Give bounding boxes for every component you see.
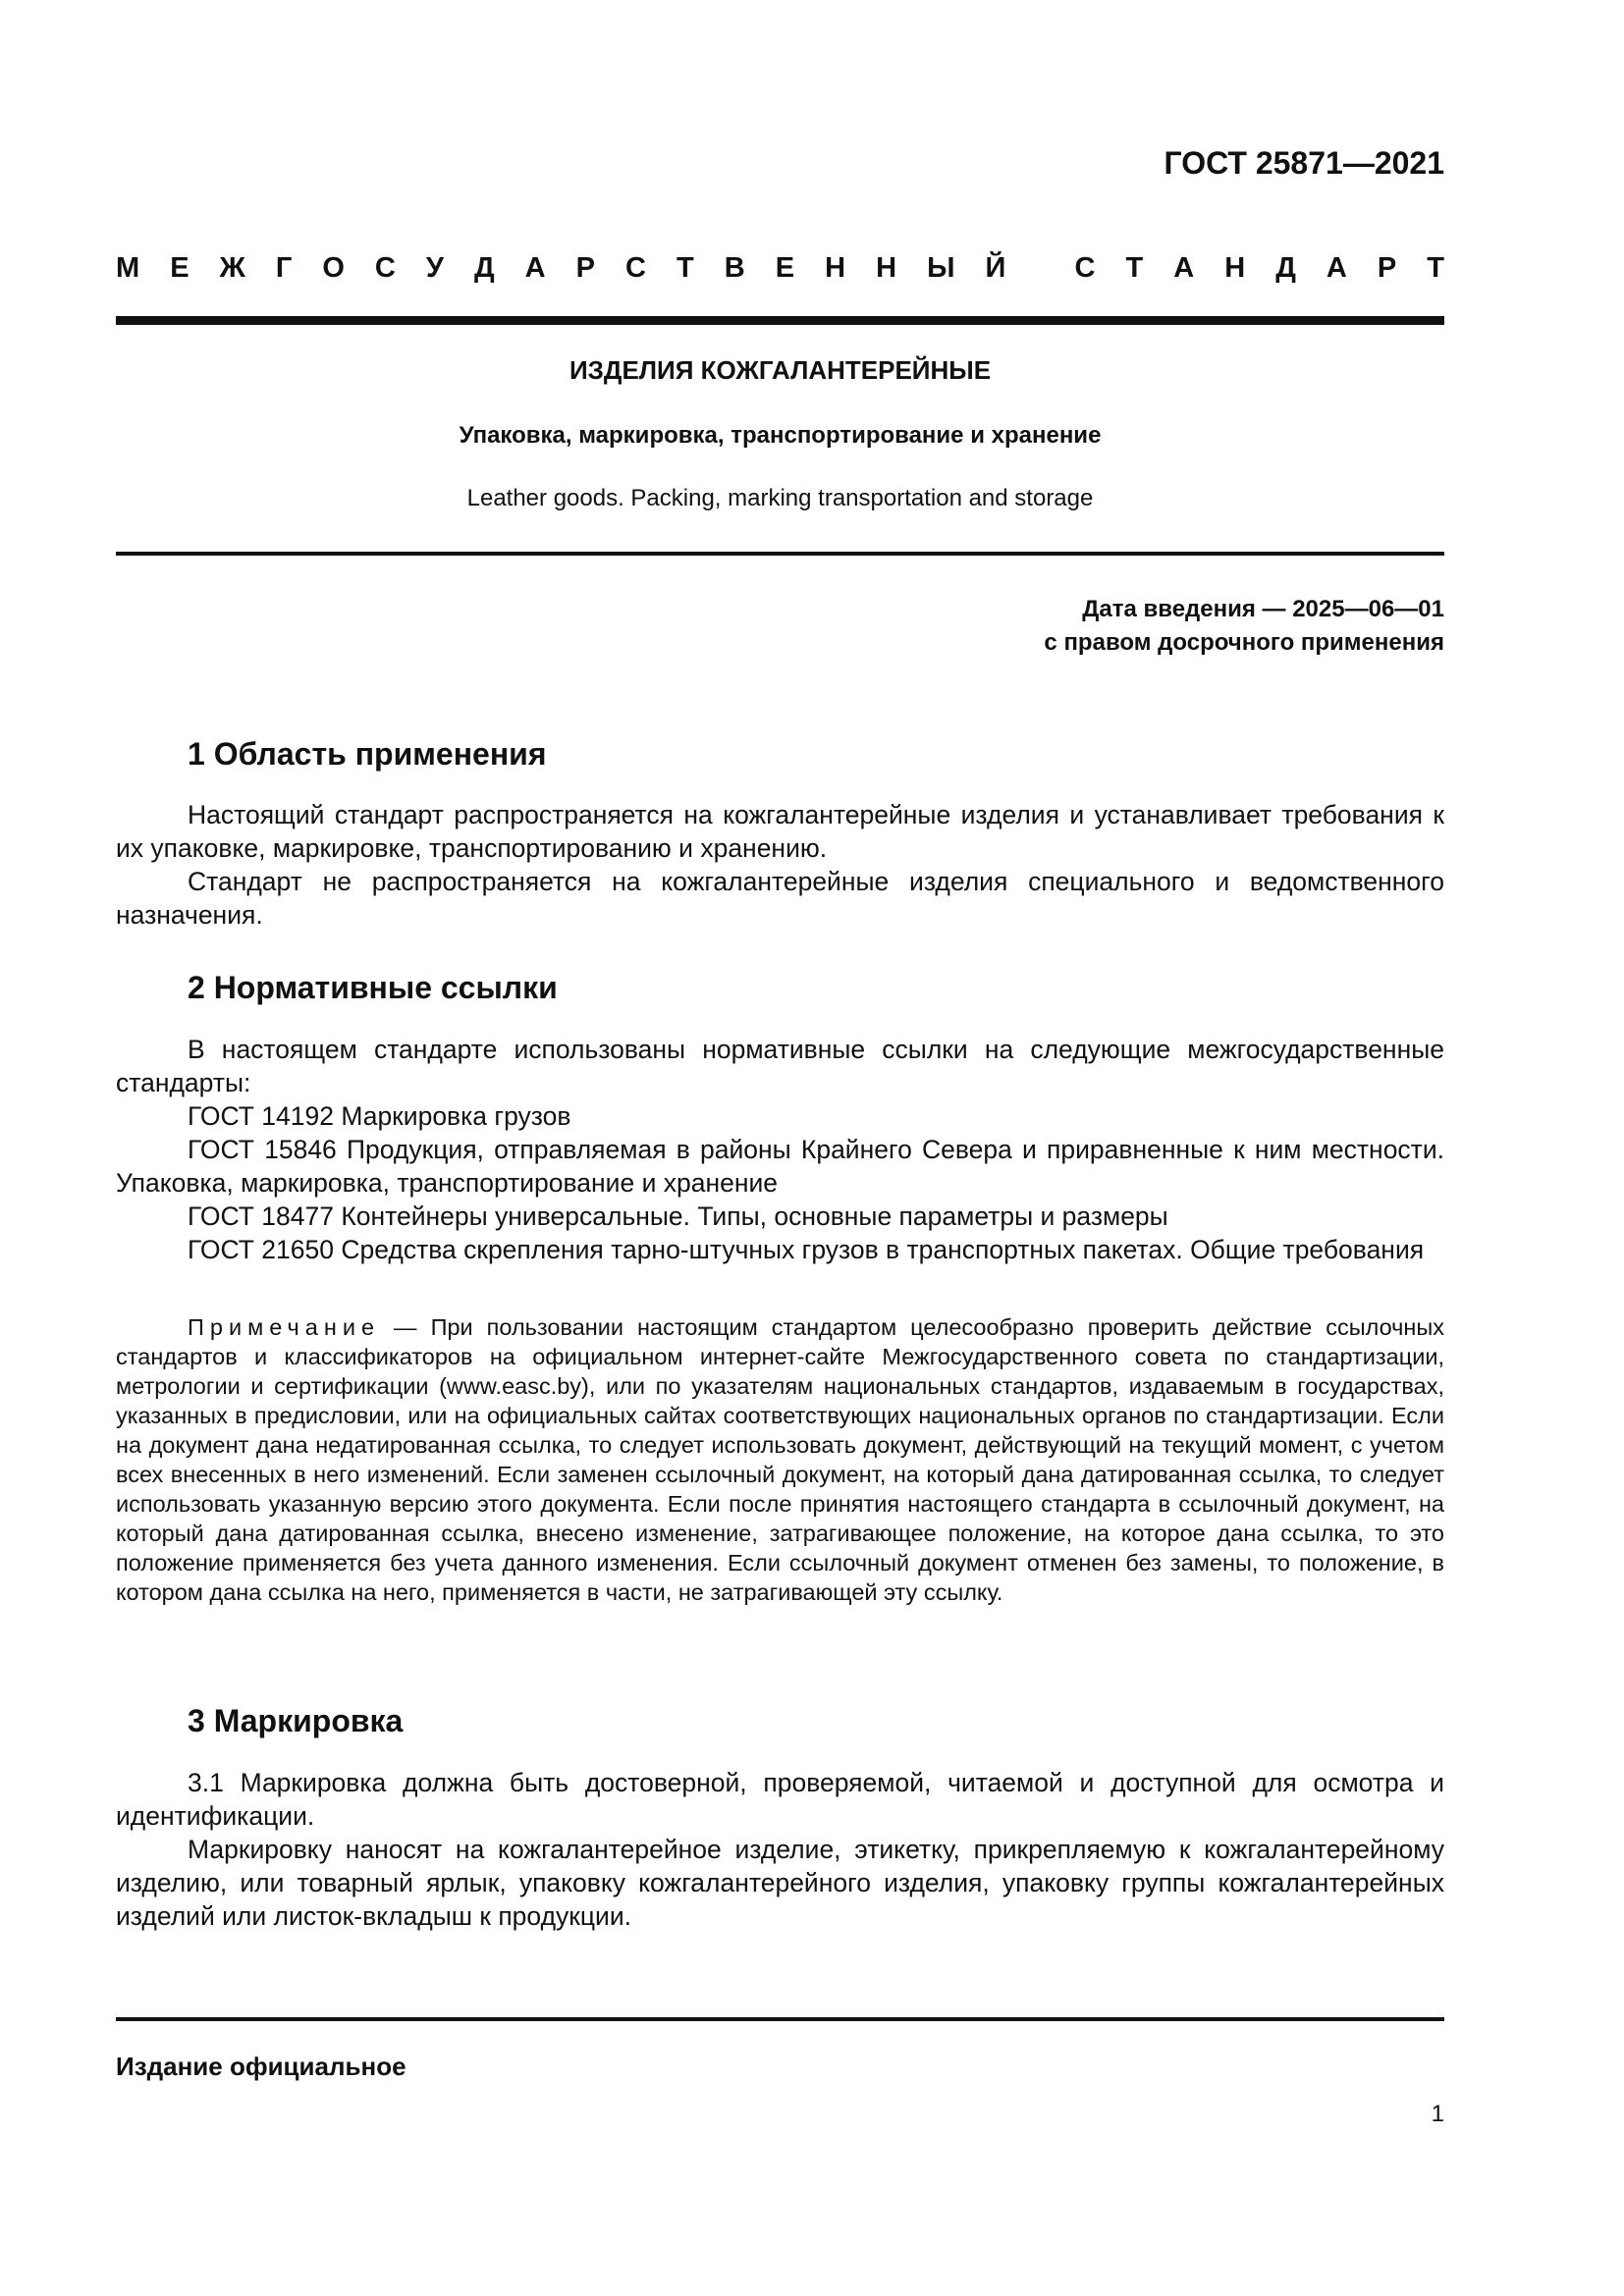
section-marking-body [116,1766,1444,1933]
paragraph: 3.1 Маркировка должна быть достоверной, проверяемой, читаемой и доступной для осмотра и идентификации. [116,1768,1444,1831]
reference-item: ГОСТ 14192 Маркировка грузов [188,1101,571,1131]
document-title: ИЗДЕЛИЯ КОЖГАЛАНТЕРЕЙНЫЕ [568,355,992,385]
standard-type-letter: Г [275,252,293,284]
standard-type-heading [116,252,1444,285]
section-heading-references: 2 Нормативные ссылки [188,970,558,1005]
page-number: 1 [1431,2101,1444,2127]
introduction-date: Дата введения — 2025—06—01 [1082,596,1444,622]
header-thick-rule [116,316,1444,325]
section-heading-marking: 3 Маркировка [188,1703,404,1738]
standard-type-letter: М [116,252,140,284]
standard-type-letter: А [1326,252,1347,284]
section-heading-scope: 1 Область применения [188,736,547,772]
official-edition-label: Издание официальное [116,2052,406,2081]
standard-type-letter: Т [1125,252,1144,284]
standard-type-letter: У [425,252,444,284]
standard-type-letter: А [1173,252,1195,284]
standard-type-letter: С [1074,252,1096,284]
standard-type-letter: Т [1427,252,1444,284]
note-text: — При пользовании настоящим стандартом целесообразно проверить действие ссылочных стандартов и классификаторов на официальном интернет-сайте Межгосударственного совета по стандартизации, метрологии и сертификации (www.easc.by), или по указателям национальных стандартов, издаваемым в государствах, указанных в предисловии, или на официальных сайтах соответствующих национальных органов по стандартизации. Если на документ дана недатированная ссылка, то следует использовать документ, действующий на текущий момент, с учетом всех внесенных в него изменений. Если заменен ссылочный документ, на который дана датированная ссылка, то следует использовать указанную версию этого документа. Если после принятия настоящего стандарта в ссылочный документ, на который дана датированная ссылка, внесено изменение, затрагивающее положение, на которое дана ссылка, то это положение применяется без учета данного изменения. Если ссылочный документ отменен без замены, то положение, в котором дана ссылка на него, применяется в части, не затрагивающей эту ссылку. [116,1314,1444,1605]
title-rule [116,552,1444,556]
reference-item: ГОСТ 18477 Контейнеры универсальные. Типы, основные параметры и размеры [188,1201,1168,1231]
standard-type-letter: Н [876,252,897,284]
paragraph: Настоящий стандарт распространяется на кожгалантерейные изделия и устанавливает требования к их упаковке, маркировке, транспортированию и хранению. [116,800,1444,863]
standard-type-letter: Ж [219,252,245,284]
standard-type-letter: С [625,252,646,284]
paragraph: Стандарт не распространяется на кожгалантерейные изделия специального и ведомственного назначения. [116,867,1444,930]
document-subtitle: Упаковка, маркировка, транспортирование и хранение [459,422,1102,449]
section-references-body [116,1033,1444,1266]
standard-type-letter: Т [677,252,694,284]
section-scope-body [116,798,1444,932]
note-paragraph [116,1312,1444,1607]
standard-type-letter: Р [1377,252,1397,284]
document-english-title: Leather goods. Packing, marking transportation and storage [466,485,1094,511]
standard-type-letter: Д [1275,252,1296,284]
footer-rule [116,2017,1444,2021]
standard-type-letter: С [374,252,396,284]
early-application-note: с правом досрочного применения [1044,629,1444,656]
reference-item: ГОСТ 21650 Средства скрепления тарно-штучных грузов в транспортных пакетах. Общие требования [188,1235,1425,1264]
reference-item: ГОСТ 15846 Продукция, отправляемая в районы Крайнего Севера и приравненные к ним местности. Упаковка, маркировка, транспортирование и хранение [116,1135,1444,1198]
standard-type-letter: Н [1224,252,1246,284]
introduction-date-block [1044,593,1444,660]
paragraph: В настоящем стандарте использованы нормативные ссылки на следующие межгосударственные стандарты: [116,1035,1444,1097]
standard-type-letter: Н [825,252,846,284]
references-note [116,1312,1444,1607]
standard-type-letter: Й [985,252,1006,284]
paragraph: Маркировку наносят на кожгалантерейное изделие, этикетку, прикрепляемую к кожгалантерейному изделию, или товарный ярлык, упаковку кожгалантерейного изделия, упаковку группы кожгалантерейных изделий или листок-вкладыш к продукции. [116,1835,1444,1931]
word-gap [1036,252,1044,285]
note-label: Примечание [188,1314,381,1340]
standard-type-letter: Д [473,252,495,284]
standard-type-letter: Е [170,252,189,284]
standard-type-letter: Е [775,252,795,284]
gost-designation: ГОСТ 25871—2021 [1164,145,1444,181]
standard-type-letter: Р [575,252,595,284]
standard-type-letter: А [524,252,546,284]
standard-type-letter: О [322,252,345,284]
standard-type-letter: Ы [927,252,955,284]
standard-type-letter: В [724,252,745,284]
